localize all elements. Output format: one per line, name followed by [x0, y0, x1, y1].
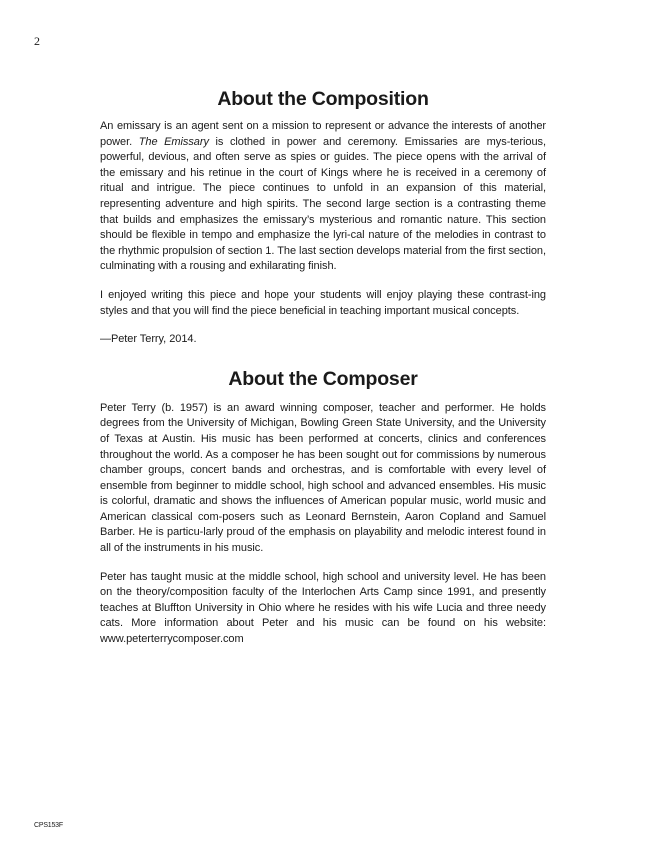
footer-catalog-code: CPS153F [34, 822, 63, 829]
piece-title: The Emissary [138, 135, 209, 148]
composer-paragraph-2: Peter has taught music at the middle school, high school and university level. He has been on the theory/composition faculty of the Interlochen Arts Camp since 1991, and presently teaches at Bluffton University in Ohio where he resides with his wife Lucia and three needy cats. More information about Peter and his music can be found on his website: www.peterterrycomposer.com [100, 570, 546, 646]
composition-paragraph-2: I enjoyed writing this piece and hope your students will enjoy playing these contrast-ing styles and that you will find the piece beneficial in teaching important musical concepts. [100, 288, 546, 317]
composer-signature: —Peter Terry, 2014. [100, 333, 197, 346]
composition-paragraph-1 [100, 119, 546, 275]
composer-paragraph-1: Peter Terry (b. 1957) is an award winning composer, teacher and performer. He holds degrees from the University of Michigan, Bowling Green State University, and the University of Texas at Austin. His music has been performed at concerts, clinics and conferences throughout the world. As a composer he has been sought out for commissions by numerous chamber groups, concert bands and orchestras, and is comfortable with every level of ensemble from beginner to middle school, high school and advanced ensembles. His music is colorful, dramatic and shows the influences of American popular music, world music and American classical com-posers such as Leonard Bernstein, Aaron Copland and Samuel Barber. He is particu-larly proud of the emphasis on playability and melodic interest found in all of the instruments in his music. [100, 401, 546, 555]
composition-heading: About the Composition [217, 88, 429, 110]
composer-heading: About the Composer [228, 367, 418, 390]
page-content [100, 86, 546, 648]
composition-paragraph-1-rest: is clothed in power and ceremony. Emissaries are mys-terious, powerful, devious, and often serve as spies or guides. The piece opens with the arrival of the emissary and his retinue in the court of Kings where he is received in a ceremony of ritual and intrigue. The piece continues to unfold in an expansion of this material, representing adventure and high spirits. The second large section is a contrasting theme that builds and emphasizes the emissary’s mysterious and romantic nature. This section should be flexible in tempo and emphasize the lyri-cal nature of the melodies in contrast to the rhythmic propulsion of section 1. The last section develops material from the first section, culminating with a rousing and exhilarating finish. [100, 135, 546, 273]
composition-paragraph-1-start: An emissary is an agent sent on a mission to represent or advance the interests of another power. [100, 120, 546, 148]
page-number: 2 [34, 34, 40, 48]
